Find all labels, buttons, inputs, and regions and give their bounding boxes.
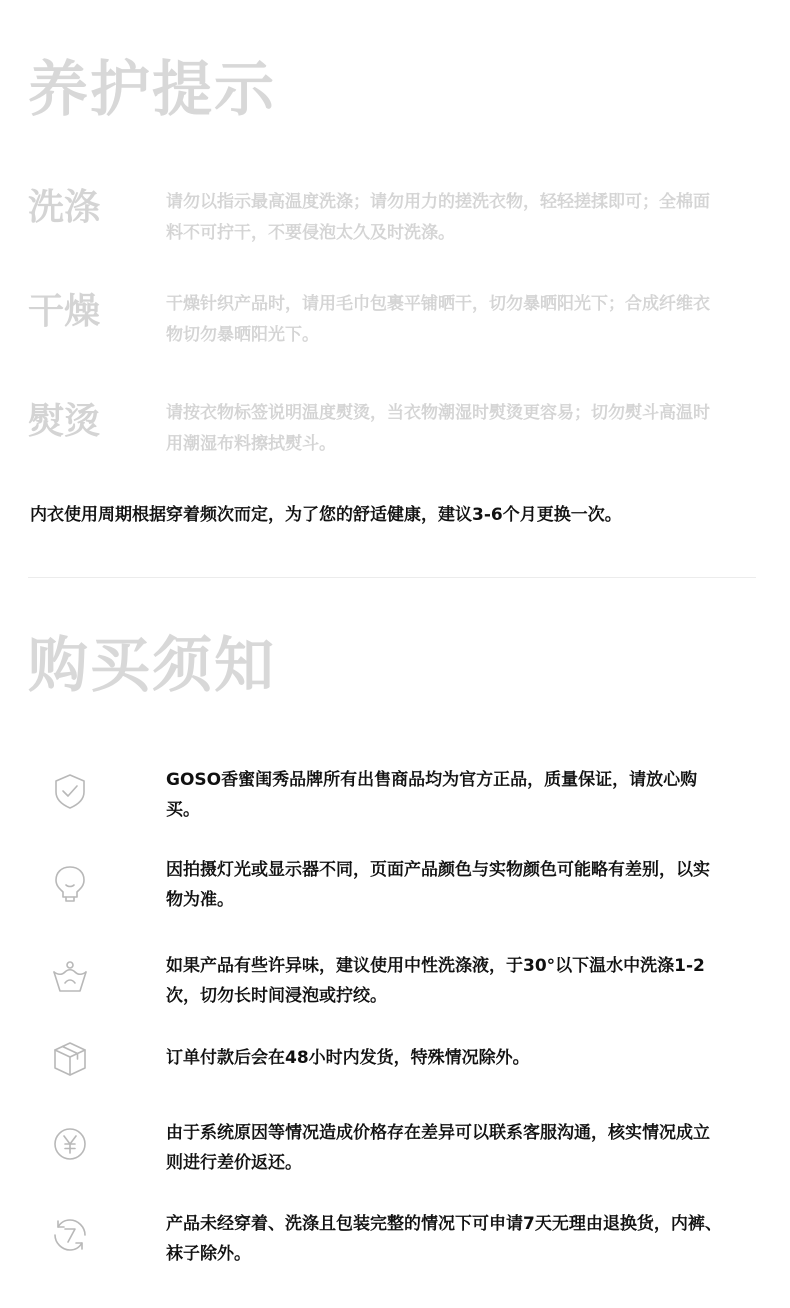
wash-basin-icon <box>50 957 90 997</box>
purchase-item-text: 产品未经穿着、洗涤且包装完整的情况下可申请7天无理由退换货，内裤、袜子除外。 <box>166 1214 722 1264</box>
care-section-title: 养护提示 <box>28 55 276 125</box>
purchase-item-text: 如果产品有些许异味，建议使用中性洗涤液，于30°以下温水中洗涤1-2次，切勿长时间浸泡或拧绞。 <box>166 956 705 1006</box>
care-item-text: 请按衣物标签说明温度熨烫，当衣物潮湿时熨烫更容易；切勿熨斗高温时用潮湿布料擦拭熨斗。 <box>166 403 710 454</box>
seven-day-return-icon <box>50 1215 90 1255</box>
usage-cycle-notice: 内衣使用周期根据穿着频次而定，为了您的舒适健康，建议3-6个月更换一次。 <box>30 505 622 525</box>
purchase-item-text: 由于系统原因等情况造成价格存在差异可以联系客服沟通，核实情况成立则进行差价返还。 <box>166 1123 710 1173</box>
care-item-label: 熨烫 <box>28 401 101 442</box>
purchase-section-title: 购买须知 <box>28 631 276 701</box>
care-item-ironing <box>28 401 768 484</box>
yuan-coin-icon <box>50 1124 90 1164</box>
shield-check-icon <box>50 771 90 811</box>
section-divider <box>28 577 756 578</box>
care-item-label: 干燥 <box>28 291 101 332</box>
care-item-drying <box>28 291 768 374</box>
purchase-item-text: GOSO香蜜闺秀品牌所有出售商品均为官方正品，质量保证，请放心购买。 <box>166 770 698 820</box>
package-box-icon <box>50 1039 90 1079</box>
care-item-washing <box>28 187 768 270</box>
care-item-label: 洗涤 <box>28 187 101 228</box>
purchase-item-text: 订单付款后会在48小时内发货，特殊情况除外。 <box>166 1048 530 1068</box>
lightbulb-icon <box>50 863 90 903</box>
care-item-text: 干燥针织产品时，请用毛巾包裹平铺晒干，切勿暴晒阳光下；合成纤维衣物切勿暴晒阳光下。 <box>166 294 710 345</box>
purchase-item-text: 因拍摄灯光或显示器不同，页面产品颜色与实物颜色可能略有差别，以实物为准。 <box>166 860 710 910</box>
care-item-text: 请勿以指示最高温度洗涤；请勿用力的搓洗衣物，轻轻搓揉即可；全棉面料不可拧干，不要侵泡太久及时洗涤。 <box>166 192 710 243</box>
